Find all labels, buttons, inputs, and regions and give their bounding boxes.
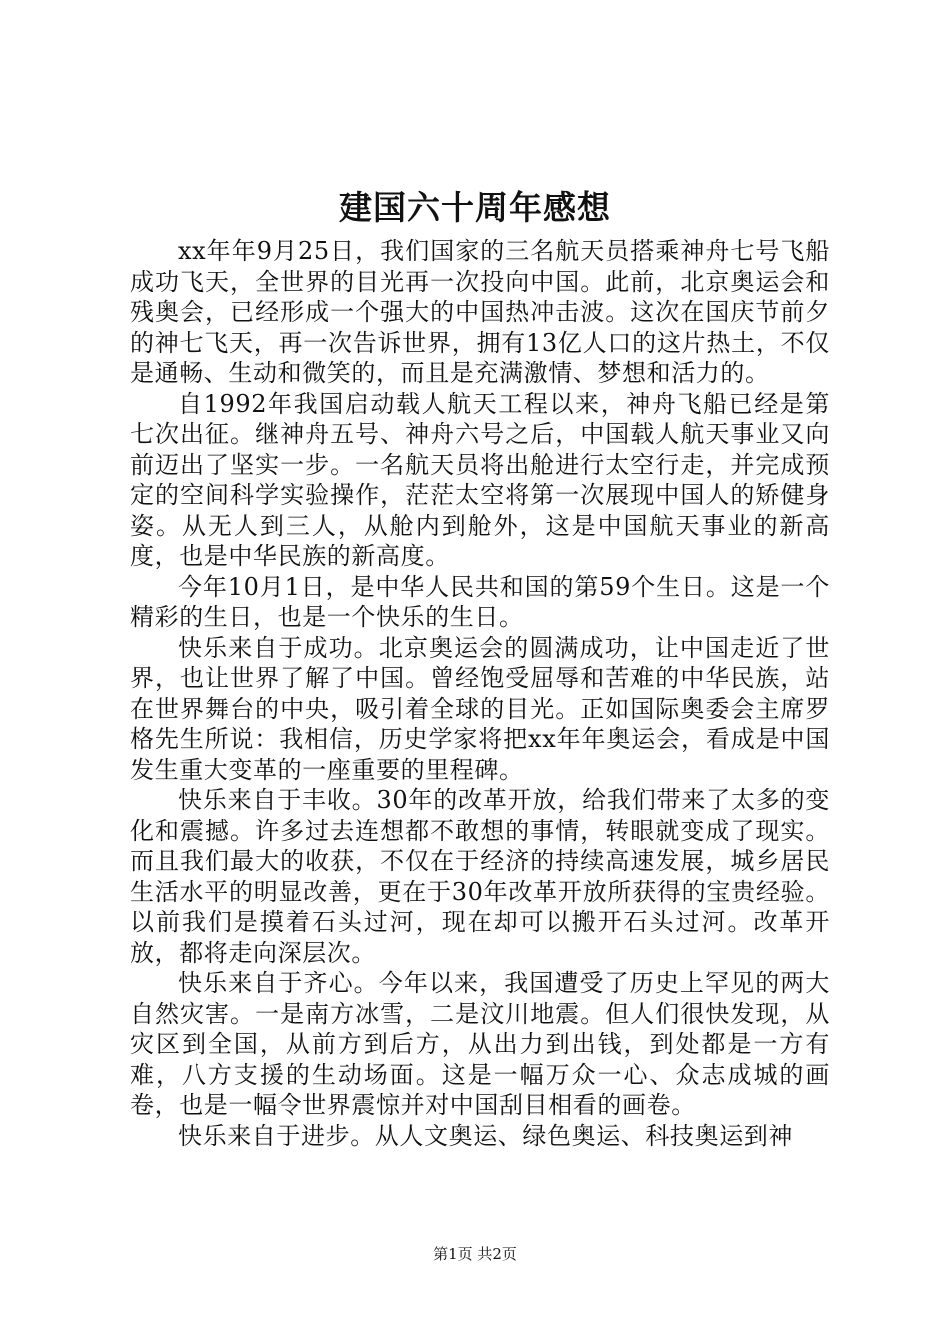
- document-title: 建国六十周年感想: [339, 188, 611, 227]
- paragraph: 快乐来自于进步。从人文奥运、绿色奥运、科技奥运到神: [178, 1121, 793, 1150]
- page-footer: [0, 1244, 950, 1264]
- paragraph: 快乐来自于成功。北京奥运会的圆满成功，让中国走近了世界，也让世界了解了中国。曾经饱受屈辱和苦难的中华民族，站在世界舞台的中央，吸引着全球的目光。正如国际奥委会主席罗格先生所说：我相信，历史学家将把xx年年奥运会，看成是中国发生重大变革的一座重要的里程碑。: [130, 633, 830, 784]
- paragraph: 快乐来自于丰收。30年的改革开放，给我们带来了太多的变化和震撼。许多过去连想都不敢想的事情，转眼就变成了现实。而且我们最大的收获，不仅在于经济的持续高速发展，城乡居民生活水平的明显改善，更在于30年改革开放所获得的宝贵经验。以前我们是摸着石头过河，现在却可以搬开石头过河。改革开放，都将走向深层次。: [130, 786, 830, 967]
- page-indicator: 第1页 共2页: [433, 1245, 517, 1263]
- paragraph: xx年年9月25日，我们国家的三名航天员搭乘神舟七号飞船成功飞天，全世界的目光再一次投向中国。此前，北京奥运会和残奥会，已经形成一个强大的中国热冲击波。这次在国庆节前夕的神七飞天，再一次告诉世界，拥有13亿人口的这片热土，不仅是通畅、生动和微笑的，而且是充满激情、梦想和活力的。: [130, 237, 830, 387]
- paragraph: 今年10月1日，是中华人民共和国的第59个生日。这是一个精彩的生日，也是一个快乐的生日。: [130, 572, 830, 631]
- paragraph: 快乐来自于齐心。今年以来，我国遭受了历史上罕见的两大自然灾害。一是南方冰雪，二是汶川地震。但人们很快发现，从灾区到全国，从前方到后方，从出力到出钱，到处都是一方有难，八方支援的生动场面。这是一幅万众一心、众志成城的画卷，也是一幅令世界震惊并对中国刮目相看的画卷。: [130, 969, 830, 1119]
- paragraph: 自1992年我国启动载人航天工程以来，神舟飞船已经是第七次出征。继神舟五号、神舟六号之后，中国载人航天事业又向前迈出了坚实一步。一名航天员将出舱进行太空行走，并完成预定的空间科学实验操作，茫茫太空将第一次展现中国人的矫健身姿。从无人到三人，从舱内到舱外，这是中国航天事业的新高度，也是中华民族的新高度。: [130, 389, 830, 570]
- document-body: [130, 236, 830, 1151]
